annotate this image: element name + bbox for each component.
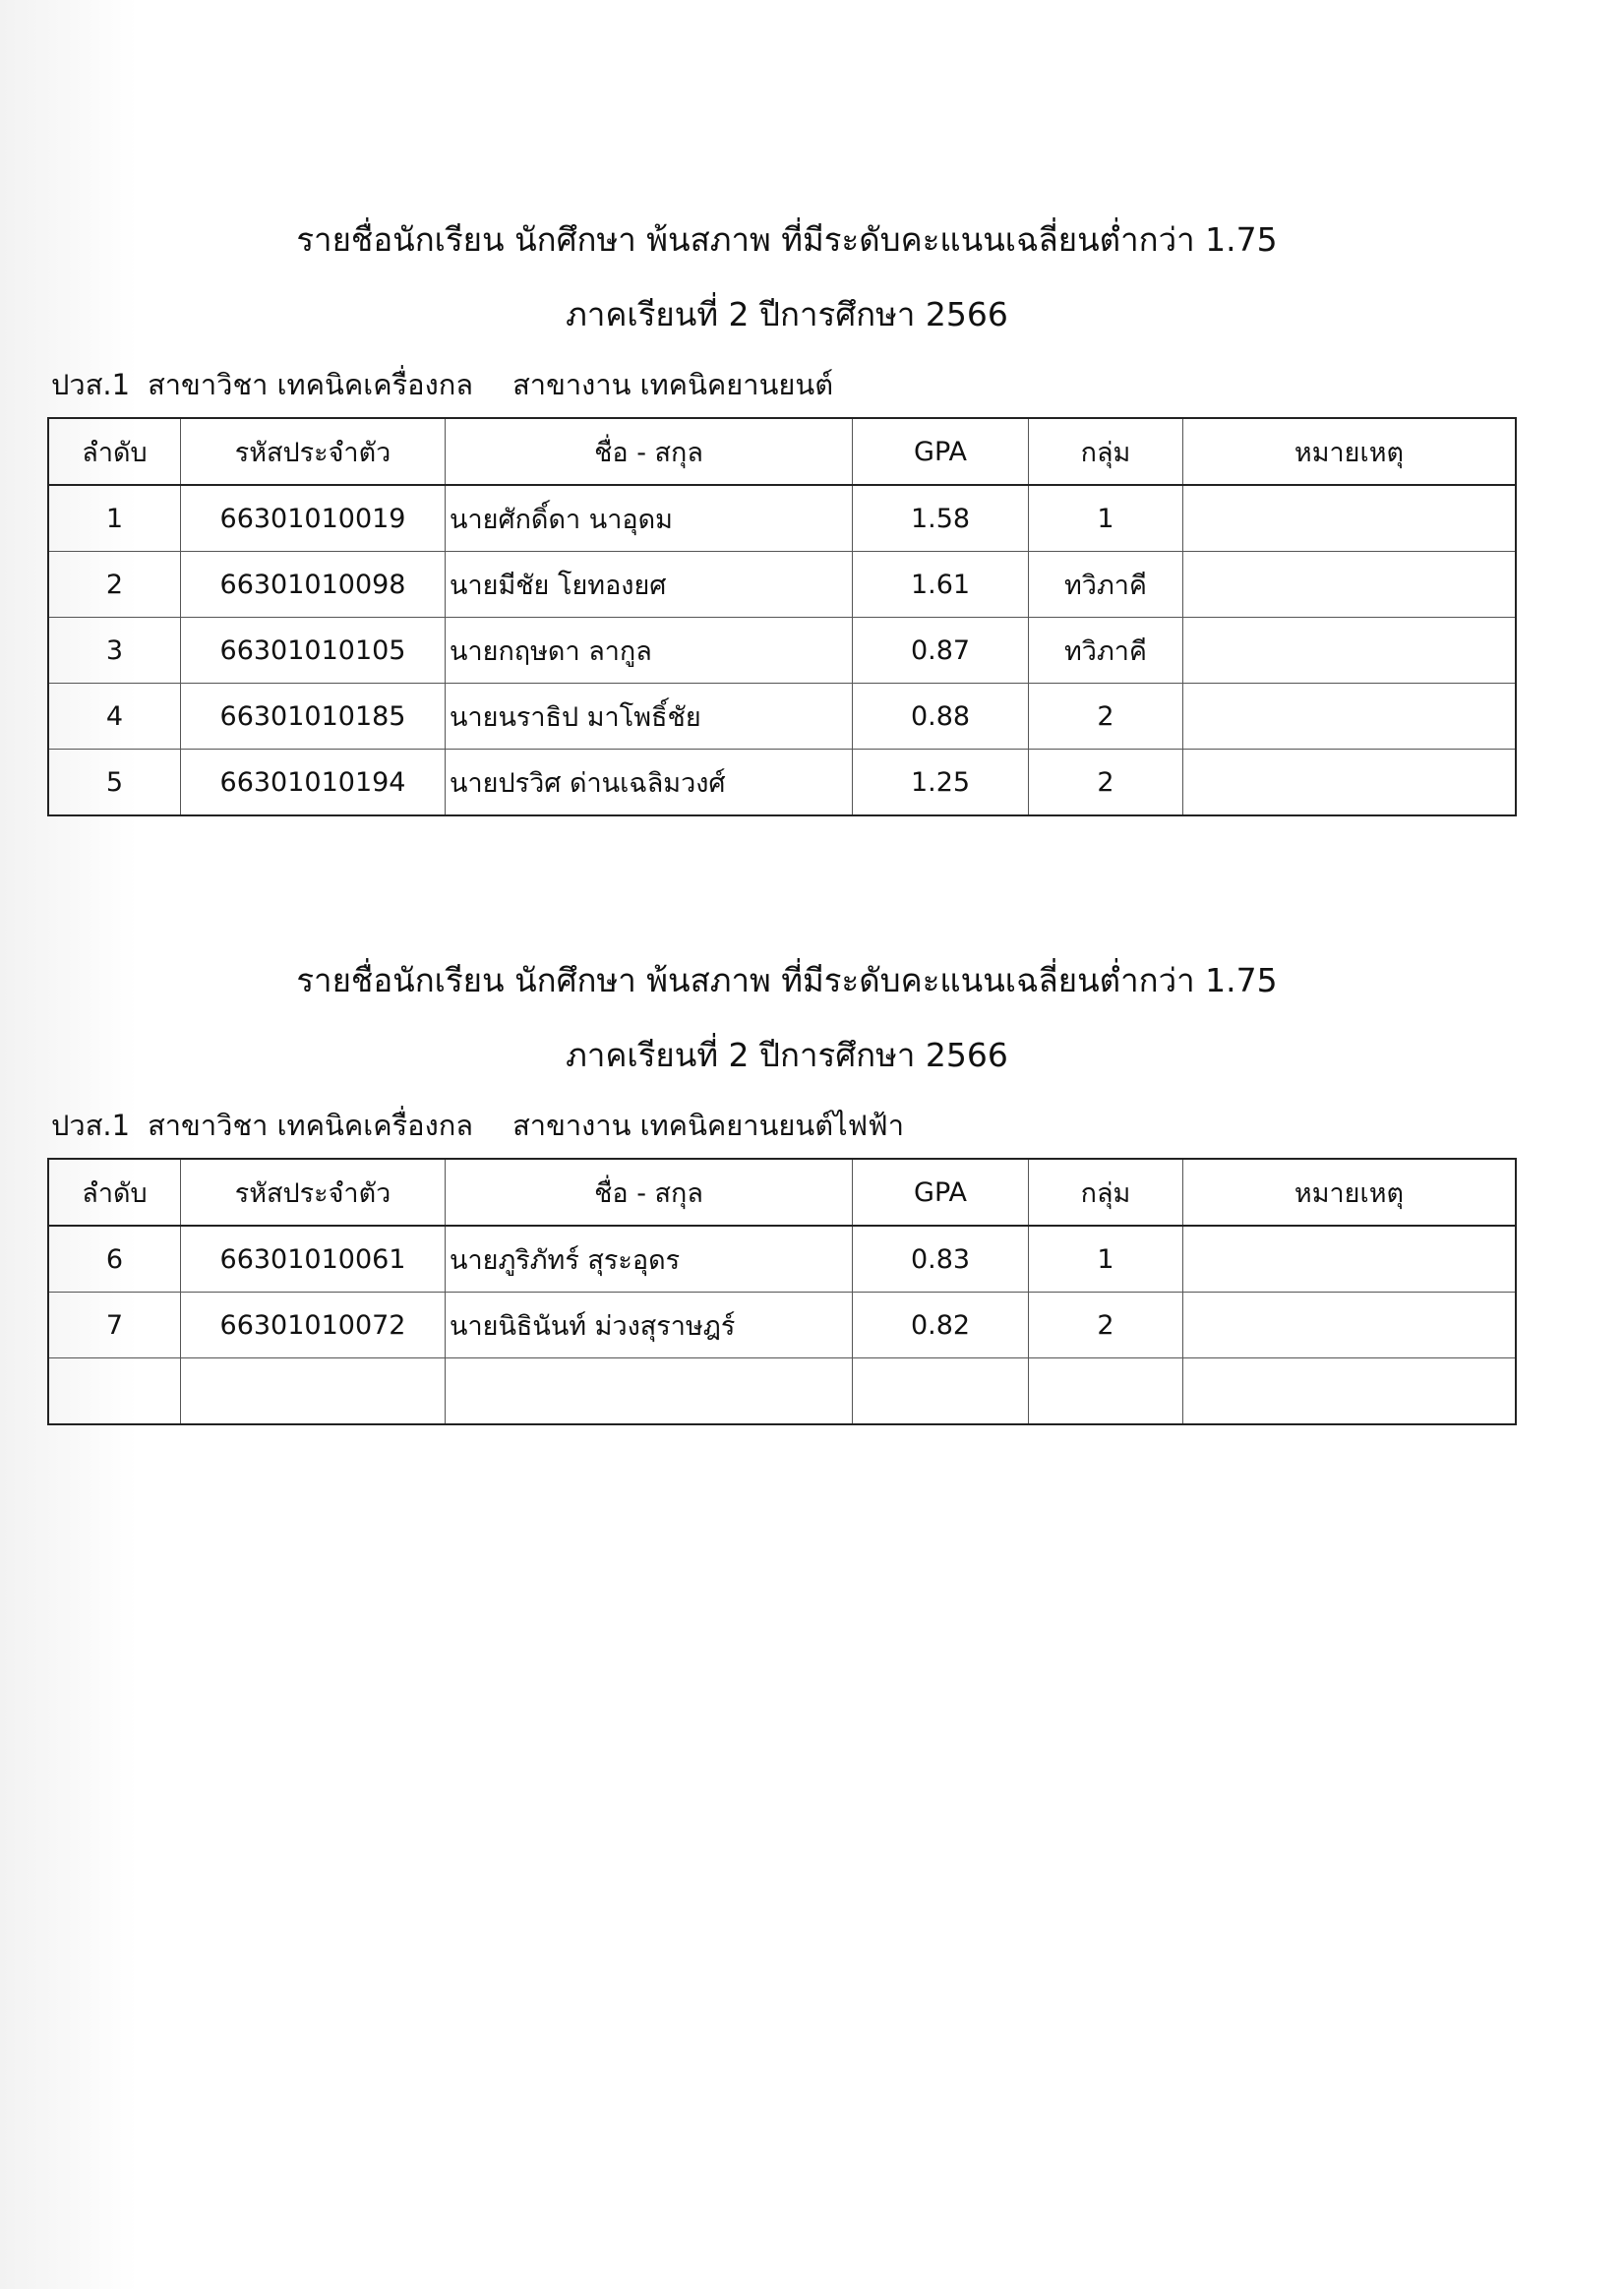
cell-name: นายปรวิศ ด่านเฉลิมวงศ์	[446, 750, 853, 816]
cell-id: 66301010072	[181, 1293, 446, 1358]
cell-id: 66301010061	[181, 1226, 446, 1293]
cell-gpa: 0.88	[853, 684, 1029, 750]
table-row	[48, 750, 1516, 816]
cell-id: 66301010105	[181, 618, 446, 684]
column-header-id: รหัสประจำตัว	[181, 1159, 446, 1226]
table-header-row	[48, 1159, 1516, 1226]
cell-note	[1183, 1293, 1517, 1358]
column-header-name: ชื่อ - สกุล	[446, 1159, 853, 1226]
cell-note	[1183, 684, 1517, 750]
cell-name: นายนราธิป มาโพธิ์ชัย	[446, 684, 853, 750]
cell-no: 5	[48, 750, 181, 816]
cell-gpa: 1.58	[853, 485, 1029, 552]
program-level: ปวส.1	[51, 1109, 131, 1142]
column-header-no: ลำดับ	[48, 1159, 181, 1226]
cell-note	[1183, 1226, 1517, 1293]
cell-no: 6	[48, 1226, 181, 1293]
section-subtitle: ภาคเรียนที่ 2 ปีการศึกษา 2566	[566, 295, 1008, 333]
program-field: สาขาวิชา เทคนิคเครื่องกล	[148, 368, 474, 401]
cell-group: ทวิภาคี	[1029, 618, 1183, 684]
program-line	[51, 365, 851, 404]
cell-name: นายศักดิ์ดา นาอุดม	[446, 485, 853, 552]
column-header-note: หมายเหตุ	[1183, 1159, 1517, 1226]
cell-id	[181, 1358, 446, 1425]
cell-group: 1	[1029, 1226, 1183, 1293]
column-header-gpa: GPA	[853, 418, 1029, 485]
cell-no: 3	[48, 618, 181, 684]
cell-note	[1183, 750, 1517, 816]
column-header-group: กลุ่ม	[1029, 1159, 1183, 1226]
cell-name: นายมีชัย โยทองยศ	[446, 552, 853, 618]
cell-note	[1183, 618, 1517, 684]
column-header-group: กลุ่ม	[1029, 418, 1183, 485]
program-level: ปวส.1	[51, 368, 131, 401]
section-title: รายชื่อนักเรียน นักศึกษา พ้นสภาพ ที่มีระดับคะแนนเฉลี่ยนต่ำกว่า 1.75	[296, 220, 1278, 259]
cell-note	[1183, 552, 1517, 618]
column-header-no: ลำดับ	[48, 418, 181, 485]
cell-no: 1	[48, 485, 181, 552]
cell-group: 2	[1029, 1293, 1183, 1358]
cell-id: 66301010194	[181, 750, 446, 816]
program-specialization: สาขางาน เทคนิคยานยนต์ไฟฟ้า	[512, 1109, 904, 1142]
table-row	[48, 618, 1516, 684]
cell-group	[1029, 1358, 1183, 1425]
cell-gpa: 1.25	[853, 750, 1029, 816]
table-header-row	[48, 418, 1516, 485]
cell-note	[1183, 485, 1517, 552]
cell-no: 4	[48, 684, 181, 750]
cell-gpa: 0.82	[853, 1293, 1029, 1358]
student-table	[47, 417, 1517, 816]
column-header-id: รหัสประจำตัว	[181, 418, 446, 485]
cell-gpa: 1.61	[853, 552, 1029, 618]
table-row	[48, 1293, 1516, 1358]
cell-gpa: 0.83	[853, 1226, 1029, 1293]
cell-id: 66301010019	[181, 485, 446, 552]
cell-name: นายนิธินันท์ ม่วงสุราษฎร์	[446, 1293, 853, 1358]
cell-gpa	[853, 1358, 1029, 1425]
section-subtitle: ภาคเรียนที่ 2 ปีการศึกษา 2566	[566, 1036, 1008, 1074]
column-header-gpa: GPA	[853, 1159, 1029, 1226]
cell-name: นายกฤษดา ลากูล	[446, 618, 853, 684]
program-field: สาขาวิชา เทคนิคเครื่องกล	[148, 1109, 474, 1142]
cell-no: 7	[48, 1293, 181, 1358]
program-specialization: สาขางาน เทคนิคยานยนต์	[512, 368, 834, 401]
cell-name	[446, 1358, 853, 1425]
cell-group: 1	[1029, 485, 1183, 552]
table-row	[48, 684, 1516, 750]
cell-group: 2	[1029, 750, 1183, 816]
table-row	[48, 485, 1516, 552]
cell-id: 66301010098	[181, 552, 446, 618]
program-line	[51, 1106, 922, 1145]
column-header-name: ชื่อ - สกุล	[446, 418, 853, 485]
cell-no	[48, 1358, 181, 1425]
cell-group: ทวิภาคี	[1029, 552, 1183, 618]
student-table	[47, 1158, 1517, 1425]
column-header-note: หมายเหตุ	[1183, 418, 1517, 485]
cell-id: 66301010185	[181, 684, 446, 750]
section-title: รายชื่อนักเรียน นักศึกษา พ้นสภาพ ที่มีระดับคะแนนเฉลี่ยนต่ำกว่า 1.75	[296, 961, 1278, 999]
table-row	[48, 552, 1516, 618]
cell-note	[1183, 1358, 1517, 1425]
table-row	[48, 1226, 1516, 1293]
cell-name: นายภูริภัทร์ สุระอุดร	[446, 1226, 853, 1293]
cell-no: 2	[48, 552, 181, 618]
cell-group: 2	[1029, 684, 1183, 750]
table-row-empty	[48, 1358, 1516, 1425]
cell-gpa: 0.87	[853, 618, 1029, 684]
